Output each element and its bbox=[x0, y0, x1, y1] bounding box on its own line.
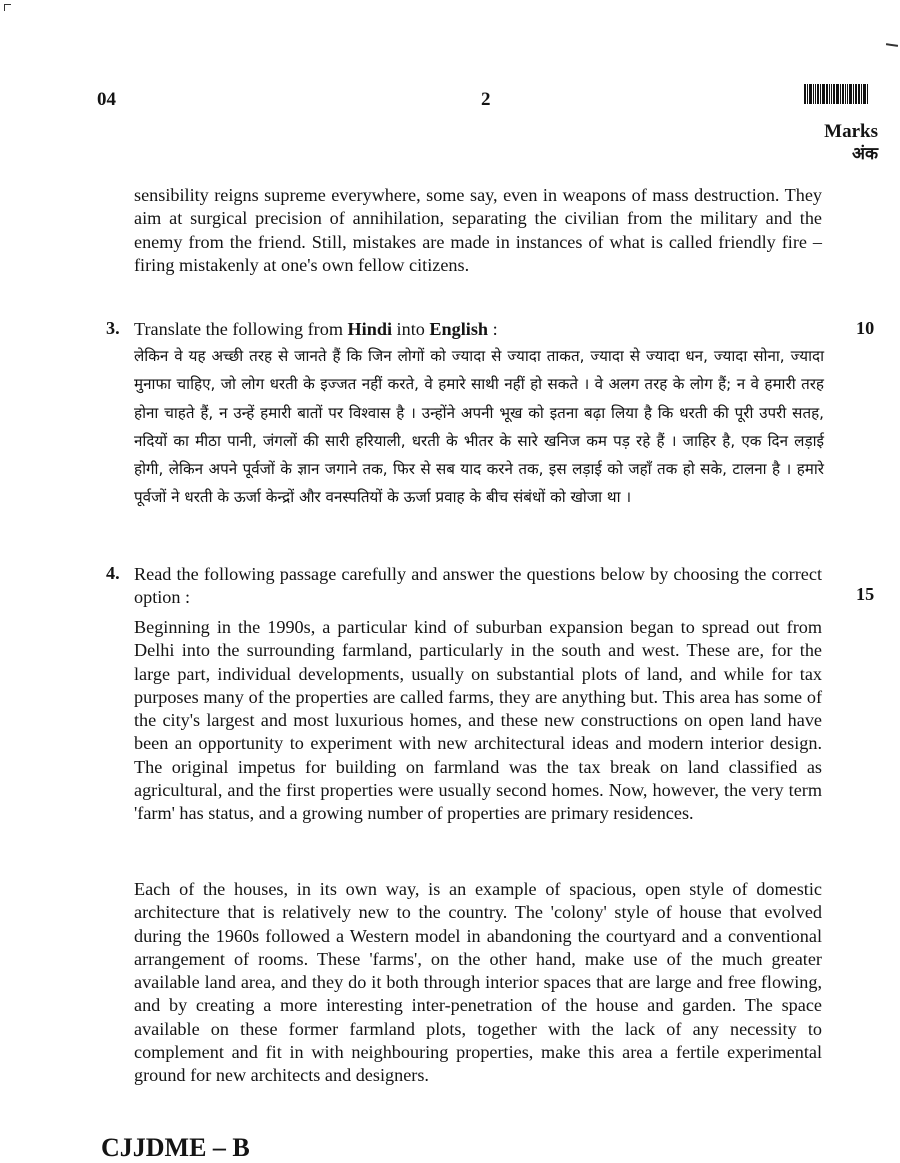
question-3-number: 3. bbox=[106, 318, 120, 338]
barcode-stripe bbox=[836, 84, 839, 104]
barcode-stripe bbox=[863, 84, 866, 104]
barcode-stripe bbox=[855, 84, 857, 104]
barcode-stripe bbox=[858, 84, 860, 104]
barcode-stripe bbox=[826, 84, 828, 104]
question-3-hindi-passage: लेकिन वे यह अच्छी तरह से जानते हैं कि जिन लोगों को ज्यादा से ज्यादा ताकत, ज्यादा से ज्यादा धन, ज्यादा सोना, ज्यादा मुनाफा चाहिए, जो लोग धरती के इज्जत नहीं करते, वे हमारे साथी नहीं हो सकते । वे अलग तरह के लोग हैं; न वे हमारी तरह होना चाहते हैं, न उन्हें हमारी बातों पर विश्वास है । उन्होंने अपनी भूख को इतना बढ़ा लिया है कि धरती की पूरी उपरी सतह, नदियों का मीठा पानी, जंगलों की सारी हरियाली, धरती के भीतर के सारे खनिज कम पड़ रहे हैं । जाहिर है, एक दिन लड़ाई होगी, लेकिन अपने पूर्वजों के ज्ञान जगाने तक, फिर से सब याद करने तक, इस लड़ाई को जहाँ तक हो सके, टालना है । हमारे पूर्वजों ने धरती के ऊर्जा केन्द्रों और वनस्पतियों के ऊर्जा प्रवाह के बीच संबंधों को खोजा था । bbox=[134, 347, 824, 507]
barcode-stripe bbox=[822, 84, 825, 104]
barcode-stripe bbox=[833, 84, 835, 104]
question-4-number: 4. bbox=[106, 563, 120, 583]
q3-prompt-text-2: into bbox=[392, 319, 430, 339]
scan-corner-mark bbox=[4, 4, 11, 11]
question-4-marks: 15 bbox=[856, 584, 875, 604]
marks-label-hindi: अंक bbox=[851, 144, 878, 164]
paper-set-code: 04 bbox=[97, 89, 116, 110]
question-3-marks: 10 bbox=[856, 318, 875, 338]
barcode-stripe bbox=[807, 84, 808, 104]
q3-prompt-text-3: : bbox=[488, 319, 498, 339]
barcode bbox=[804, 84, 878, 104]
q3-prompt-text-1: Translate the following from bbox=[134, 319, 348, 339]
barcode-stripe bbox=[831, 84, 832, 104]
barcode-stripe bbox=[829, 84, 830, 104]
barcode-stripe bbox=[849, 84, 852, 104]
barcode-stripe bbox=[867, 84, 868, 104]
barcode-stripe bbox=[809, 84, 812, 104]
marks-label: Marks bbox=[824, 121, 878, 142]
barcode-stripe bbox=[845, 84, 846, 104]
marks-column-header bbox=[824, 121, 878, 165]
barcode-stripe bbox=[861, 84, 862, 104]
question-4-passage-paragraph-1: Beginning in the 1990s, a particular kind of suburban expansion began to spread out from Delhi into the surrounding farmland, particularly in the south and west. These are, for the large part, individual developments, usually on substantial plots of land, and while for tax purposes many of the properties are called farms, they are anything but. This area has some of the city's largest and most luxurious homes, and these new constructions on open land have been an opportunity to experiment with new architectural ideas and modern interior design. The original impetus for building on farmland was the tax break on land classified as agricultural, and the first properties were usually second homes. Now, however, the very term 'farm' has status, and a growing number of properties are primary residences. bbox=[134, 617, 822, 824]
barcode-stripe bbox=[853, 84, 854, 104]
barcode-stripe bbox=[820, 84, 821, 104]
barcode-stripe bbox=[815, 84, 816, 104]
scan-edge-mark bbox=[886, 43, 898, 47]
page-number: 2 bbox=[481, 89, 491, 110]
question-3-prompt bbox=[134, 318, 822, 341]
q3-source-language: Hindi bbox=[347, 319, 392, 339]
barcode-stripe bbox=[804, 84, 806, 104]
barcode-stripe bbox=[847, 84, 848, 104]
paper-code-footer: CJJDME – B bbox=[101, 1133, 250, 1162]
passage-continued: sensibility reigns supreme everywhere, some say, even in weapons of mass destruction. They aim at surgical precision of annihilation, separating the civilian from the military and the enemy from the friend. Still, mistakes are made in instances of what is called friendly fire – firing mistakenly at one's own fellow citizens. bbox=[134, 185, 822, 275]
barcode-stripe bbox=[813, 84, 814, 104]
barcode-stripe bbox=[842, 84, 844, 104]
barcode-stripe bbox=[817, 84, 819, 104]
barcode-stripe bbox=[840, 84, 841, 104]
q3-target-language: English bbox=[429, 319, 489, 339]
question-4-passage-paragraph-2: Each of the houses, in its own way, is an example of spacious, open style of domestic architecture that is relatively new to the country. The 'colony' style of house that evolved during the 1960s followed a Western model in abandoning the courtyard and a conventional arrangement of rooms. These 'farms', on the other hand, make use of the much greater available land area, and they do it both through interior spaces that are large and free flowing, and by creating a more interesting inter-penetration of the house and garden. The space available on these former farmland plots, together with the lack of any necessity to complement and fit in with neighbouring properties, make this area a fertile experimental ground for new architects and designers. bbox=[134, 879, 822, 1086]
question-4-prompt: Read the following passage carefully and answer the questions below by choosing the correct option : bbox=[134, 564, 822, 608]
